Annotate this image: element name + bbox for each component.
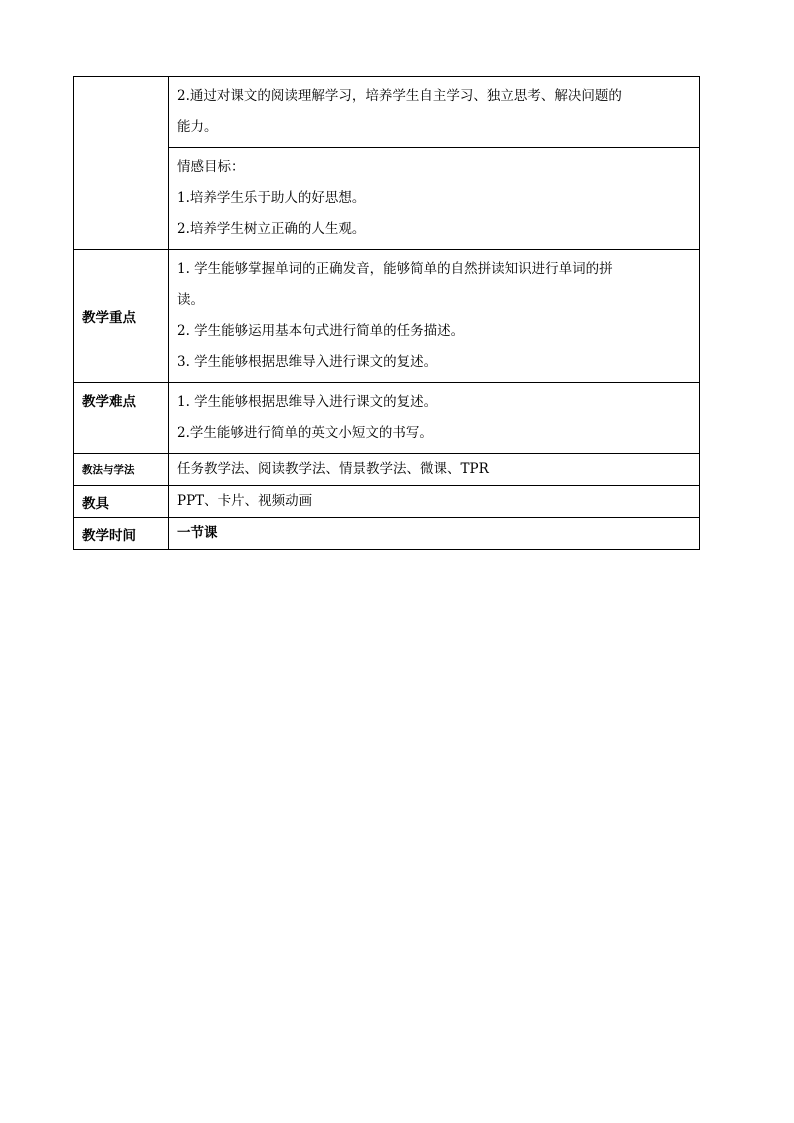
tools-label: 教具 (74, 486, 169, 518)
difficulties-cell (169, 383, 700, 454)
key-points-line-4: 3. 学生能够根据思维导入进行课文的复述。 (177, 354, 438, 370)
emotion-objective-cell (169, 148, 700, 250)
tools-value: PPT、卡片、视频动画 (177, 493, 313, 509)
time-value: 一节课 (177, 525, 218, 541)
emotion-line-3: 2.培养学生树立正确的人生观。 (177, 221, 366, 237)
table-row-time (74, 518, 700, 550)
time-label: 教学时间 (74, 518, 169, 550)
table-row-ability-continued (74, 77, 700, 148)
emotion-line-1: 情感目标： (177, 159, 245, 175)
difficulties-label (74, 383, 169, 454)
difficulties-label-text: 教学难点 (82, 394, 136, 410)
methods-label: 教法与学法 (74, 454, 169, 486)
key-points-line-3: 2. 学生能够运用基本句式进行简单的任务描述。 (177, 323, 465, 339)
table-row-difficulties (74, 383, 700, 454)
ability-line-1: 2.通过对课文的阅读理解学习，培养学生自主学习、独立思考、解决问题的 (177, 88, 622, 104)
ability-line-2: 能力。 (177, 119, 218, 135)
methods-value: 任务教学法、阅读教学法、情景教学法、微课、TPR (177, 461, 489, 477)
key-points-line-2: 读。 (177, 292, 204, 308)
methods-cell (169, 454, 700, 486)
difficulties-line-1: 1. 学生能够根据思维导入进行课文的复述。 (177, 394, 438, 410)
key-points-cell (169, 250, 700, 383)
key-points-label: 教学重点 (74, 250, 169, 383)
tools-cell (169, 486, 700, 518)
emotion-line-2: 1.培养学生乐于助人的好思想。 (177, 190, 366, 206)
table-row-key-points (74, 250, 700, 383)
lesson-plan-table (73, 76, 700, 550)
time-cell (169, 518, 700, 550)
difficulties-line-2: 2.学生能够进行简单的英文小短文的书写。 (177, 425, 433, 441)
table-row-methods (74, 454, 700, 486)
row-label-empty (74, 77, 169, 250)
key-points-line-1: 1. 学生能够掌握单词的正确发音，能够简单的自然拼读知识进行单词的拼 (177, 261, 613, 277)
ability-objective-cell (169, 77, 700, 148)
table-row-tools (74, 486, 700, 518)
